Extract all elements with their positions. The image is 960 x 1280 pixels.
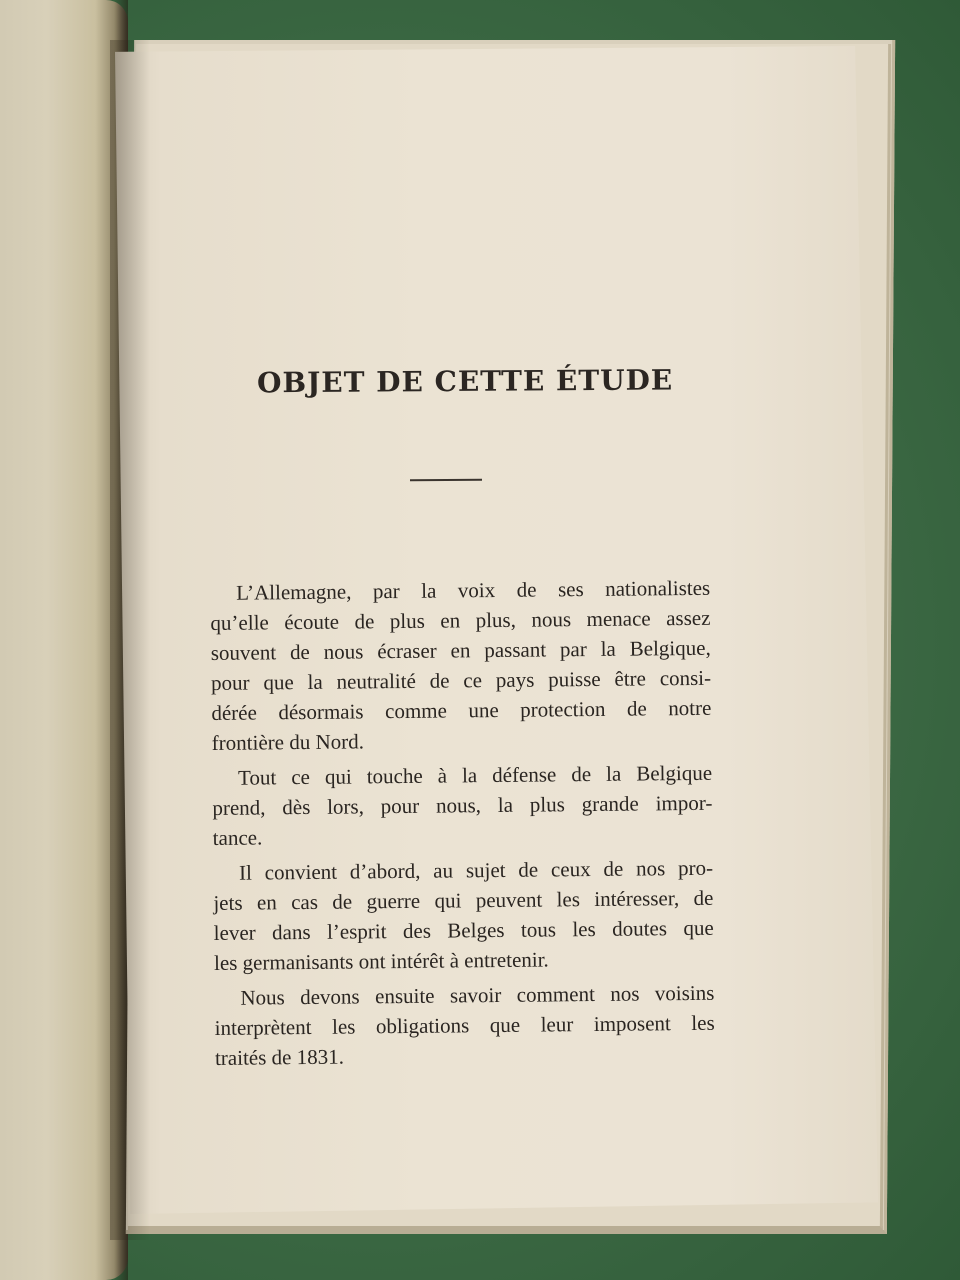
text-line: dérée désormais comme une protection de notre bbox=[211, 695, 712, 725]
text-line: interprètent les obligations que leur imposent les bbox=[214, 1010, 715, 1040]
text-line: frontière du Nord. bbox=[211, 729, 365, 755]
text-line: pour que la neutralité de ce pays puisse être consi- bbox=[210, 665, 712, 695]
page-title: OBJET DE CETTE ÉTUDE bbox=[256, 363, 674, 400]
text-line: Tout ce qui touche à la défense de la Belgique bbox=[237, 760, 713, 790]
text-line: lever dans l’esprit des Belges tous les doutes que bbox=[213, 915, 714, 945]
text-line: traités de 1831. bbox=[214, 1044, 345, 1070]
gutter-shadow bbox=[110, 40, 150, 1240]
text-line: les germanisants ont intérêt à entretenir. bbox=[213, 947, 549, 975]
text-line: souvent de nous écraser en passant par la Belgique, bbox=[210, 635, 711, 665]
left-facing-page bbox=[0, 0, 128, 1280]
text-line: qu’elle écoute de plus en plus, nous menace assez bbox=[210, 605, 711, 635]
text-line: jets en cas de guerre qui peuvent les intéresser, de bbox=[213, 885, 714, 915]
text-line: L’Allemagne, par la voix de ses nationalistes bbox=[236, 575, 711, 605]
body-text bbox=[210, 573, 715, 1073]
text-line: tance. bbox=[212, 825, 263, 850]
text-line: Nous devons ensuite savoir comment nos voisins bbox=[240, 980, 715, 1010]
text-line: Il convient d’abord, au sujet de ceux de nos pro- bbox=[238, 855, 714, 885]
text-line: prend, dès lors, pour nous, la plus grande impor- bbox=[212, 790, 713, 820]
